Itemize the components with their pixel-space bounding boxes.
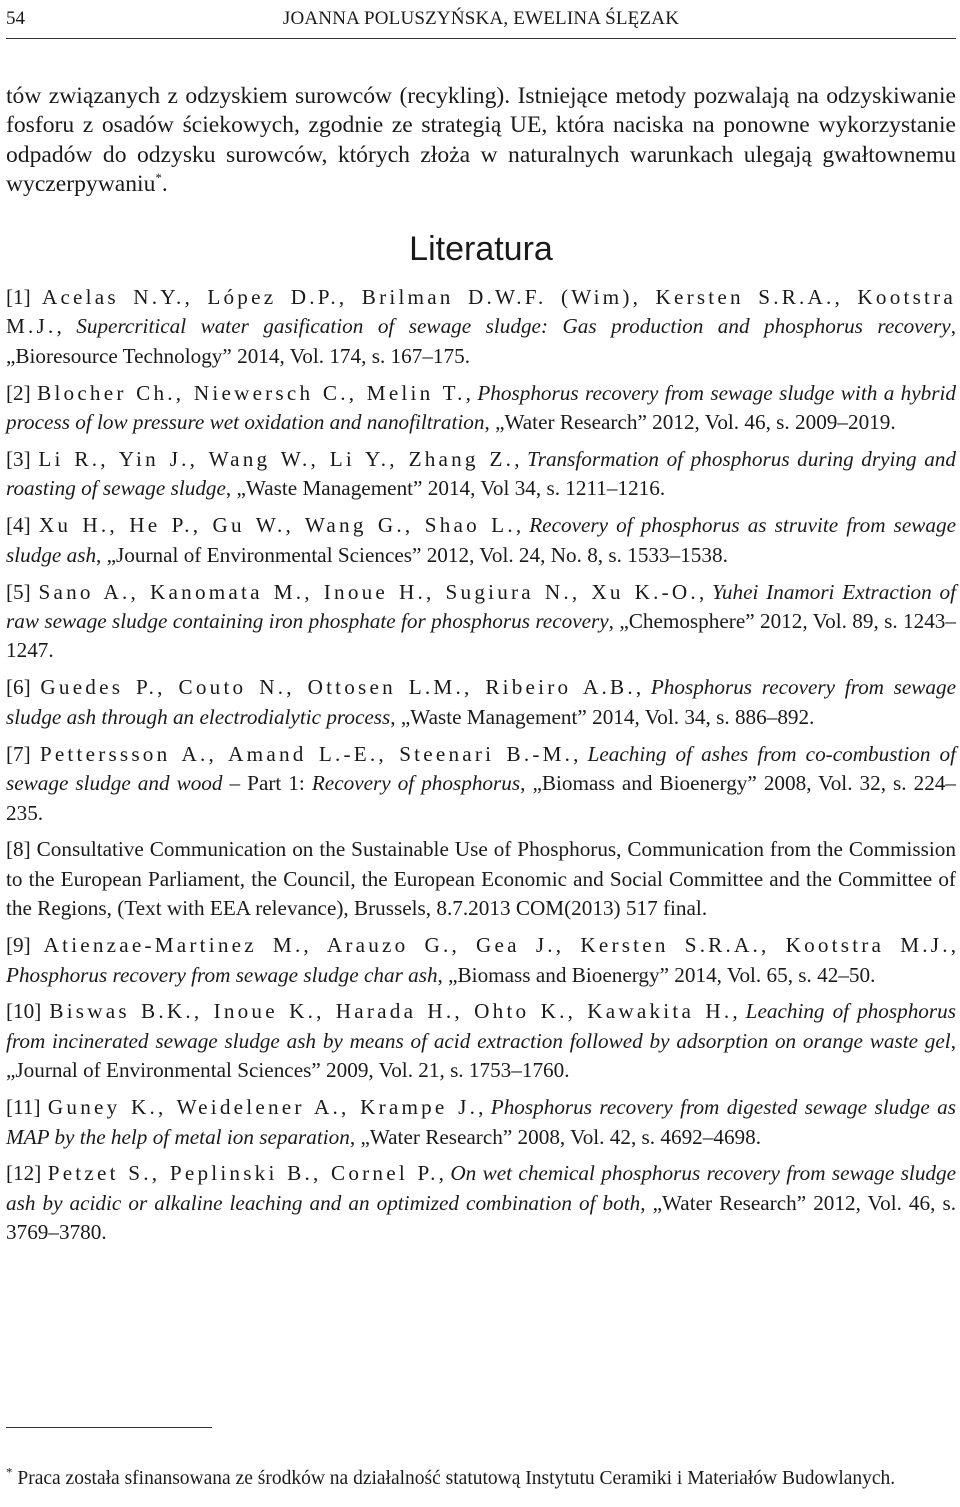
reference-source: „Waste Management” 2014, Vol 34, s. 1211–1216. xyxy=(236,476,666,501)
reference-authors: Acelas N.Y., López D.P., Brilman D.W.F. (Wim), Kersten S.R.A., Kootstra M.J. xyxy=(6,285,956,339)
reference-source: „Water Research” 2012, Vol. 46, s. 3769–3780. xyxy=(6,1190,957,1245)
reference-title: Leaching of phosphorus from incinerated sewage sludge ash by means of acid extraction followed by adsorption on orange waste gel xyxy=(6,999,956,1053)
reference-source: „Chemosphere” 2012, Vol. 89, s. 1243–1247. xyxy=(6,609,956,663)
reference-authors: Petterssson A., Amand L.-E., Steenari B.-M. xyxy=(39,741,574,766)
reference-number: [3] xyxy=(6,447,31,472)
reference-title: Transformation of phosphorus during drying and roasting of sewage sludge xyxy=(6,447,956,501)
reference-title: Leaching of ashes from co-combustion of sewage sludge and wood xyxy=(6,741,957,796)
reference-authors: Biswas B.K., Inoue K., Harada H., Ohto K., Kawakita H. xyxy=(49,999,733,1024)
footnote-divider xyxy=(6,1427,212,1428)
reference-item: [2] Blocher Ch., Niewersch C., Melin T., Phosphorus recovery from sewage sludge with a hybrid process of low pressure wet oxidation and nanofiltration, „Water Research” 2012, Vol. 46, s. 2009–2019. xyxy=(6,380,956,435)
reference-source: „Journal of Environmental Sciences” 2009, Vol. 21, s. 1753–1760. xyxy=(6,1058,570,1083)
reference-item xyxy=(6,835,956,923)
reference-item: [10] Biswas B.K., Inoue K., Harada H., Ohto K., Kawakita H., Leaching of phosphorus from incinerated sewage sludge ash by means of acid extraction followed by adsorption on orange waste gel, „Journal of Environmental Sciences” 2009, Vol. 21, s. 1753–1760. xyxy=(6,999,956,1083)
reference-item: [5] Sano A., Kanomata M., Inoue H., Sugiura N., Xu K.-O., Yuhei Inamori Extraction of raw sewage sludge containing iron phosphate for phosphorus recovery, „Chemosphere” 2012, Vol. 89, s. 1243–1247. xyxy=(6,579,956,663)
reference-authors: Li R., Yin J., Wang W., Li Y., Zhang Z. xyxy=(38,447,515,472)
reference-number: [10] xyxy=(6,999,42,1024)
reference-authors: Atienzae-Martinez M., Arauzo G., Gea J., Kersten S.R.A., Kootstra M.J. xyxy=(43,933,951,958)
reference-item: [11] Guney K., Weidelener A., Krampe J., Phosphorus recovery from digested sewage sludge as MAP by the help of metal ion separation, „Water Research” 2008, Vol. 42, s. 4692–4698. xyxy=(6,1095,957,1149)
reference-source: „Biomass and Bioenergy” 2008, Vol. 32, s. 224–235. xyxy=(6,771,957,825)
reference-number: [6] xyxy=(6,675,31,700)
reference-item: [4] Xu H., He P., Gu W., Wang G., Shao L., Recovery of phosphorus as struvite from sewage sludge ash, „Journal of Environmental Sciences” 2012, Vol. 24, No. 8, s. 1533–1538. xyxy=(6,513,957,567)
reference-number: [12] xyxy=(6,1161,42,1186)
footnote-text: Praca została sfinansowana ze środków na działalność statutową Instytutu Ceramiki i Materiałów Budowlanych. xyxy=(17,1467,896,1489)
reference-number: [1] xyxy=(6,285,31,309)
reference-list xyxy=(6,283,956,1255)
reference-title: Phosphorus recovery from digested sewage sludge as MAP by the help of metal ion separation xyxy=(6,1095,957,1149)
reference-title: Phosphorus recovery from sewage sludge with a hybrid process of low pressure wet oxidation and nanofiltration xyxy=(6,380,956,435)
intro-end: . xyxy=(161,171,168,198)
running-head-authors: JOANNA POLUSZYŃSKA, EWELINA ŚLĘZAK xyxy=(282,8,680,29)
section-heading: Literatura xyxy=(409,230,553,268)
reference-source: „Waste Management” 2014, Vol. 34, s. 886–892. xyxy=(400,704,815,729)
reference-title: Recovery of phosphorus as struvite from sewage sludge ash xyxy=(6,513,957,567)
reference-title: Supercritical water gasification of sewage sludge: Gas production and phosphorus recovery xyxy=(76,314,951,339)
reference-authors: Guedes P., Couto N., Ottosen L.M., Ribeiro A.B. xyxy=(40,675,636,700)
reference-title: Phosphorus recovery from sewage sludge char ash xyxy=(6,962,438,987)
reference-subtitle: Recovery of phosphorus xyxy=(311,771,521,796)
reference-authors: Sano A., Kanomata M., Inoue H., Sugiura N., Xu K.-O. xyxy=(38,579,699,604)
reference-number: [8] xyxy=(6,837,31,862)
reference-authors: Petzet S., Peplinski B., Cornel P. xyxy=(47,1161,439,1186)
running-head xyxy=(6,6,956,32)
reference-authors: Xu H., He P., Gu W., Wang G., Shao L. xyxy=(38,513,516,538)
reference-source: „Water Research” 2008, Vol. 42, s. 4692–4698. xyxy=(360,1124,762,1149)
reference-title: Phosphorus recovery from sewage sludge ash through an electrodialytic process xyxy=(6,675,957,729)
reference-source: „Journal of Environmental Sciences” 2012, Vol. 24, No. 8, s. 1533–1538. xyxy=(106,542,728,567)
reference-item: [1] Acelas N.Y., López D.P., Brilman D.W.F. (Wim), Kersten S.R.A., Kootstra M.J., Supercritical water gasification of sewage sludge: Gas production and phosphorus recovery, „Bioresource Technology” 2014, Vol. 174, s. 167–175. xyxy=(6,285,956,368)
footnote-marker: * xyxy=(155,170,162,186)
reference-source: „Biomass and Bioenergy” 2014, Vol. 65, s. 42–50. xyxy=(448,962,876,987)
reference-item: [9] Atienzae-Martinez M., Arauzo G., Gea J., Kersten S.R.A., Kootstra M.J., Phosphorus recovery from sewage sludge char ash, „Biomass and Bioenergy” 2014, Vol. 65, s. 42–50. xyxy=(6,933,957,987)
reference-source: „Water Research” 2012, Vol. 46, s. 2009–2019. xyxy=(495,410,896,435)
header-divider xyxy=(6,38,956,39)
intro-paragraph xyxy=(6,82,956,200)
reference-number: [11] xyxy=(6,1095,41,1120)
reference-number: [5] xyxy=(6,579,31,604)
reference-item: [7] Petterssson A., Amand L.-E., Steenari B.-M., Leaching of ashes from co-combustion of sewage sludge and wood – Part 1: Recovery of phosphorus, „Biomass and Bioenergy” 2008, Vol. 32, s. 224–235. xyxy=(6,741,957,825)
reference-number: [2] xyxy=(6,380,31,405)
footnote-mark: * xyxy=(6,1464,13,1479)
reference-source: „Bioresource Technology” 2014, Vol. 174, s. 167–175. xyxy=(6,343,471,368)
reference-text: Consultative Communication on the Sustainable Use of Phosphorus, Communication from the Commission to the European Parliament, the Council, the European Economic and Social Committee and the Committee of the Regions, (Text with EEA relevance), Brussels, 8.7.2013 COM(2013) 517 final. xyxy=(6,837,956,921)
reference-item: [12] Petzet S., Peplinski B., Cornel P., On wet chemical phosphorus recovery from sewage sludge ash by acidic or alkaline leaching and an optimized combination of both, „Water Research” 2012, Vol. 46, s. 3769–3780. xyxy=(6,1161,957,1245)
page-number: 54 xyxy=(6,8,25,29)
reference-authors: Guney K., Weidelener A., Krampe J. xyxy=(47,1095,479,1120)
footnote xyxy=(6,1466,956,1492)
reference-title-separator: – Part 1: xyxy=(222,771,312,796)
reference-number: [7] xyxy=(6,741,31,766)
reference-number: [9] xyxy=(6,933,31,958)
reference-title: Yuhei Inamori Extraction of raw sewage sludge containing iron phosphate for phosphorus recovery xyxy=(6,579,956,634)
reference-item: [3] Li R., Yin J., Wang W., Li Y., Zhang Z., Transformation of phosphorus during drying and roasting of sewage sludge, „Waste Management” 2014, Vol 34, s. 1211–1216. xyxy=(6,447,956,501)
reference-number: [4] xyxy=(6,513,31,538)
reference-authors: Blocher Ch., Niewersch C., Melin T. xyxy=(37,380,466,405)
reference-item: [6] Guedes P., Couto N., Ottosen L.M., Ribeiro A.B., Phosphorus recovery from sewage sludge ash through an electrodialytic process, „Waste Management” 2014, Vol. 34, s. 886–892. xyxy=(6,675,957,729)
reference-title: On wet chemical phosphorus recovery from sewage sludge ash by acidic or alkaline leaching and an optimized combination of both xyxy=(6,1161,957,1215)
intro-text: tów związanych z odzyskiem surowców (recykling). Istniejące metody pozwalają na odzyskiwanie fosforu z osadów ściekowych, zgodnie ze strategią UE, która naciska na ponowne wykorzystanie odpadów do odzysku surowców, których złoża w naturalnych warunkach ulegają gwałtownemu wyczerpywaniu xyxy=(6,82,956,198)
